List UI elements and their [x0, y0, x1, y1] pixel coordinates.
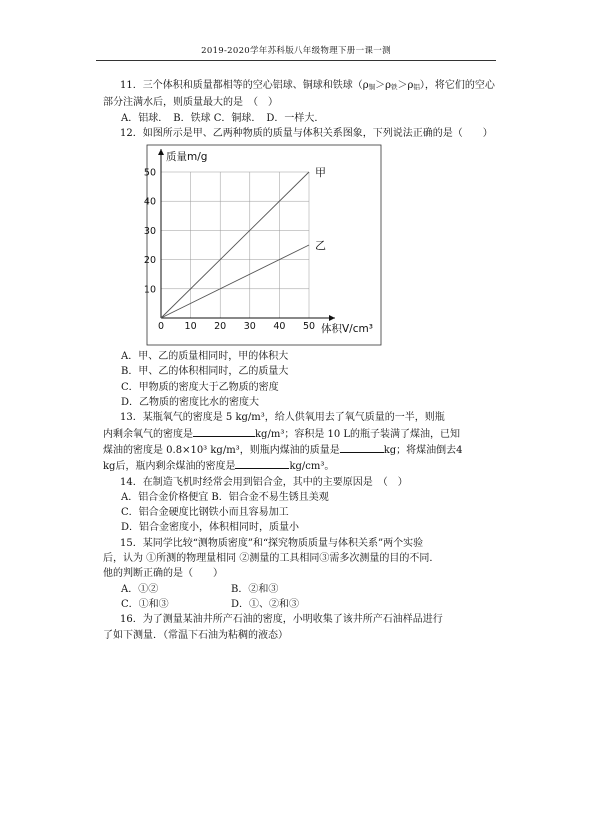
q11-mid-a: ＞ρ: [375, 80, 391, 91]
chart-axes: [147, 145, 381, 345]
y-tick-label: 10: [143, 284, 156, 296]
q12-option-d: D．乙物质的密度比水的密度大: [121, 397, 260, 409]
q13-line-4a: kg后，瓶内剩余煤油的密度是: [103, 461, 236, 473]
x-tick-label: 20: [214, 321, 227, 333]
page-header: 2019-2020学年苏科版八年级物理下册一课一测: [201, 46, 391, 56]
q13-line-2a: 内剩余氧气的密度是: [103, 428, 193, 440]
answer-blank[interactable]: [235, 458, 289, 469]
q16-line-1: 16．为了测量某油井所产石油的密度，小明收集了该井所产石油样品进行: [120, 614, 443, 626]
chart-svg: [103, 141, 496, 349]
chart-frame: [147, 145, 381, 345]
x-tick-label: 30: [243, 321, 256, 333]
q15-line-2: 后，认为 ①所测的物理量相同 ②测量的工具相同③需多次测量的目的不同．: [103, 553, 440, 565]
series-label: 甲: [315, 166, 326, 180]
q16-line-2: 了如下测量．（常温下石油为粘稠的液态）: [103, 629, 288, 641]
q11-stem-a: 11．三个体积和质量都相等的空心铝球、铜球和铁球（ρ: [120, 80, 369, 91]
mass-volume-chart: [103, 141, 496, 349]
series-line-2: [161, 245, 309, 318]
q15-option-b: B．②和③: [231, 583, 279, 595]
q11-sub-fe: 铁: [391, 83, 398, 91]
q12-option-a: A．甲、乙的质量相同时，甲的体积大: [121, 351, 289, 363]
q12-option-b: B．甲、乙的体积相同时，乙的质量大: [121, 366, 289, 378]
question-16: [103, 612, 496, 643]
y-tick-label: 50: [143, 167, 156, 179]
q12-stem: 12．如图所示是甲、乙两种物质的质量与体积关系图象，下列说法正确的是（ ）: [120, 127, 493, 139]
chart-labels: [144, 150, 373, 335]
series-line-1: [161, 172, 309, 318]
q13-line-1: 13．某瓶氧气的密度是 5 kg/m³，给人供氧用去了氧气质量的一半，则瓶: [120, 412, 445, 424]
q13-line-3a: 煤油的密度是 0.8×10³ kg/m³，则瓶内煤油的质量是: [103, 444, 340, 456]
answer-blank[interactable]: [193, 426, 255, 437]
q15-option-d: D．①、②和③: [231, 598, 300, 610]
q15-option-c: C．①和③: [121, 598, 169, 610]
q11-stem-b: ），将它们的空心部分注满水后，则质量最大的是 （ ）: [103, 80, 495, 109]
q15-line-3: 他的判断正确的是（ ）: [103, 568, 223, 580]
question-15: [103, 536, 496, 612]
question-14: [103, 475, 496, 536]
x-axis-label: 体积V/cm³: [321, 323, 373, 336]
x-tick-label: 40: [273, 321, 286, 333]
answer-blank[interactable]: [340, 442, 384, 453]
q11-sub-cu: 铜: [368, 83, 376, 91]
q13-line-3b: kg；将煤油倒去4: [383, 444, 463, 456]
y-axis-arrow: [158, 149, 164, 155]
question-12: [103, 126, 496, 410]
q14-option-ab: A．铝合金价格便宜 B．铝合金不易生锈且美观: [121, 491, 329, 503]
document-body: [103, 78, 496, 643]
y-tick-label: 30: [143, 226, 156, 238]
x-tick-label: 0: [157, 321, 165, 333]
q11-sub-al: 铝: [413, 83, 420, 91]
series-label: 乙: [315, 239, 326, 253]
y-axis-label: 质量m/g: [166, 151, 208, 164]
q11-mid-b: ＞ρ: [397, 80, 414, 91]
q13-line-4b: kg/cm³。: [289, 461, 335, 473]
y-tick-label: 20: [143, 255, 156, 267]
q11-options: A．铝球． B．铁球 C．铜球． D．一样大．: [121, 112, 325, 124]
chart-lines: [161, 172, 309, 318]
q14-option-d: D．铝合金密度小，体积相同时，质量小: [121, 522, 300, 534]
q14-option-c: C．铝合金硬度比钢铁小而且容易加工: [121, 507, 289, 519]
x-tick-label: 10: [184, 321, 197, 333]
q15-option-a: A．①②: [121, 583, 159, 595]
q14-stem: 14．在制造飞机时经常会用到铝合金，其中的主要原因是 （ ）: [120, 476, 408, 488]
y-tick-label: 40: [143, 196, 156, 208]
header-divider: [96, 60, 496, 61]
x-axis-arrow: [329, 315, 335, 321]
q15-line-1: 15．某同学比较“测物质密度”和“探究物质质量与体积关系”两个实验: [120, 537, 424, 549]
q12-option-c: C．甲物质的密度大于乙物质的密度: [121, 381, 279, 393]
x-tick-label: 50: [302, 321, 316, 333]
question-13: [103, 410, 496, 474]
q13-line-2b: kg/m³；容积是 10 L的瓶子装满了煤油，已知: [255, 428, 461, 440]
question-11: [103, 78, 496, 126]
